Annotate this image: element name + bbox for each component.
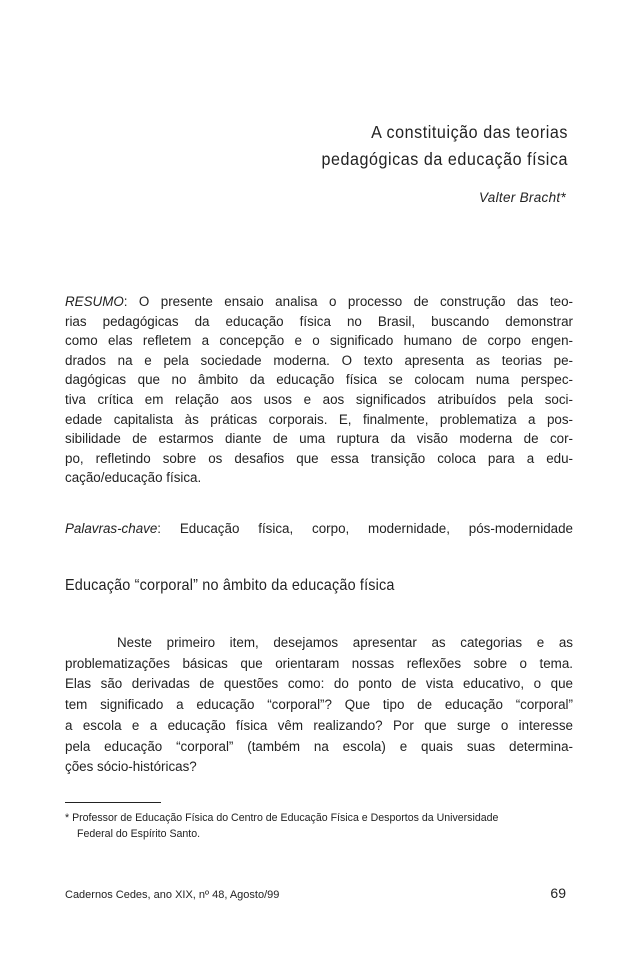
abstract-line: tiva crítica em relação aos usos e aos significados atribuídos pela soci- [65,391,573,407]
abstract-line: edade capitalista às práticas corporais. E, finalmente, problematiza a pos- [65,411,573,427]
keywords-text: : Educação física, corpo, modernidade, pós-modernidade [157,521,573,536]
section-heading: Educação “corporal” no âmbito da educação física [65,577,395,594]
footnote-divider [65,802,161,803]
abstract-line: drados na e pela sociedade moderna. O texto apresenta as teorias pe- [65,352,573,368]
article-title [321,119,568,173]
title-line: A constituição das teorias [371,122,568,142]
abstract-line: rias pedagógicas da educação física no Brasil, buscando demonstrar [65,313,573,329]
page-number: 69 [550,885,566,901]
abstract-line: cação/educação física. [65,470,202,486]
body-line: a escola e a educação física vêm realizando? Por que surge o interesse [65,717,573,733]
abstract-line: dagógicas que no âmbito da educação física se colocam numa perspec- [65,372,573,388]
journal-citation: Cadernos Cedes, ano XIX, nº 48, Agosto/99 [65,889,280,901]
body-line: tem significado a educação “corporal”? Que tipo de educação “corporal” [65,697,573,713]
abstract [65,292,573,488]
keywords [65,519,573,539]
footnote-line: * Professor de Educação Física do Centro de Educação Física e Desportos da Universidade [65,812,499,824]
footnote [65,810,573,842]
section-body [65,633,573,778]
body-line: Neste primeiro item, desejamos apresentar as categorias e as [117,635,573,650]
body-line: ções sócio-históricas? [65,759,197,775]
footnote-line: Federal do Espírito Santo. [77,828,201,840]
abstract-line-text: : O presente ensaio analisa o processo de construção das teo- [123,294,573,309]
body-line: Elas são derivadas de questões como: do ponto de vista educativo, o que [65,676,573,692]
keywords-label: Palavras-chave [65,521,158,536]
body-line: problematizações básicas que orientaram nossas reflexões sobre o tema. [65,655,573,671]
abstract-line [65,292,573,312]
author-name: Valter Bracht* [479,190,566,205]
title-line: pedagógicas da educação física [321,149,568,169]
abstract-line: po, refletindo sobre os desafios que essa transição coloca para a edu- [65,450,573,466]
abstract-line: sibilidade de estarmos diante de uma ruptura da visão moderna de cor- [65,431,573,447]
abstract-line: como elas refletem a concepção e o significado humano de corpo engen- [65,333,573,349]
abstract-label: RESUMO [65,294,124,309]
body-line: pela educação “corporal” (também na escola) e quais suas determina- [65,738,573,754]
